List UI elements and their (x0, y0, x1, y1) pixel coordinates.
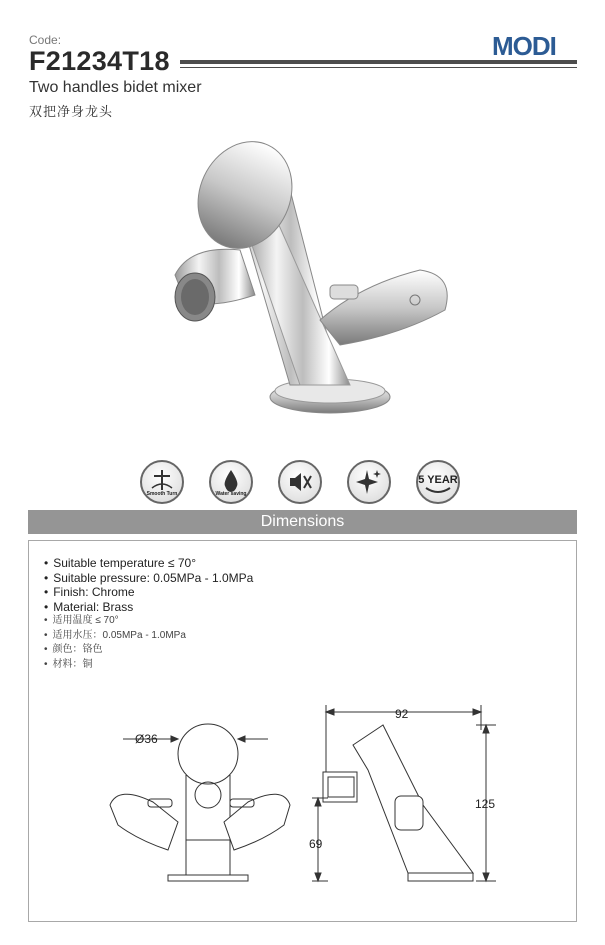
code-label: Code: (29, 33, 62, 47)
feature-noise-free (278, 460, 322, 504)
sparkle-clean-icon (349, 462, 389, 502)
spec-item: • Suitable temperature ≤ 70° (44, 556, 253, 571)
spec-item: • 材料：铜 (44, 658, 253, 673)
spec-item: • 适用水压：0.05MPa - 1.0MPa (44, 629, 253, 644)
feature-smooth-turn (140, 460, 184, 504)
product-photo (150, 135, 460, 425)
header-rule-thin (180, 67, 577, 68)
feature-caption: 5 YEAR (418, 474, 458, 486)
spec-item: • 适用温度 ≤ 70° (44, 614, 253, 629)
technical-drawing (28, 540, 576, 921)
side-view-drawing (312, 705, 496, 881)
diameter-label: Ø36 (135, 732, 158, 746)
feature-sparkle-clean (347, 460, 391, 504)
feature-water-saving (209, 460, 253, 504)
spec-item: • Suitable pressure: 0.05MPa - 1.0MPa (44, 571, 253, 586)
depth-label: 92 (395, 707, 409, 721)
noise-free-icon (280, 462, 320, 502)
model-number: F21234T18 (29, 46, 170, 76)
spec-item: • Finish: Chrome (44, 585, 253, 600)
product-name-cn: 双把净身龙头 (29, 104, 114, 119)
dimensions-header (28, 510, 577, 534)
feature-caption: Smooth Turn (146, 491, 178, 497)
brand-logo: MODI (492, 31, 556, 61)
feature-caption: Water saving (215, 491, 247, 497)
spec-item: • Material: Brass (44, 600, 253, 615)
product-name-en: Two handles bidet mixer (29, 79, 202, 96)
spec-item: • 颜色：铬色 (44, 643, 253, 658)
front-view-drawing (110, 724, 290, 881)
height-label: 125 (475, 797, 496, 811)
feature-five-year (416, 460, 460, 504)
spout-height-label: 69 (309, 837, 323, 851)
dimensions-title: Dimensions (260, 513, 345, 530)
